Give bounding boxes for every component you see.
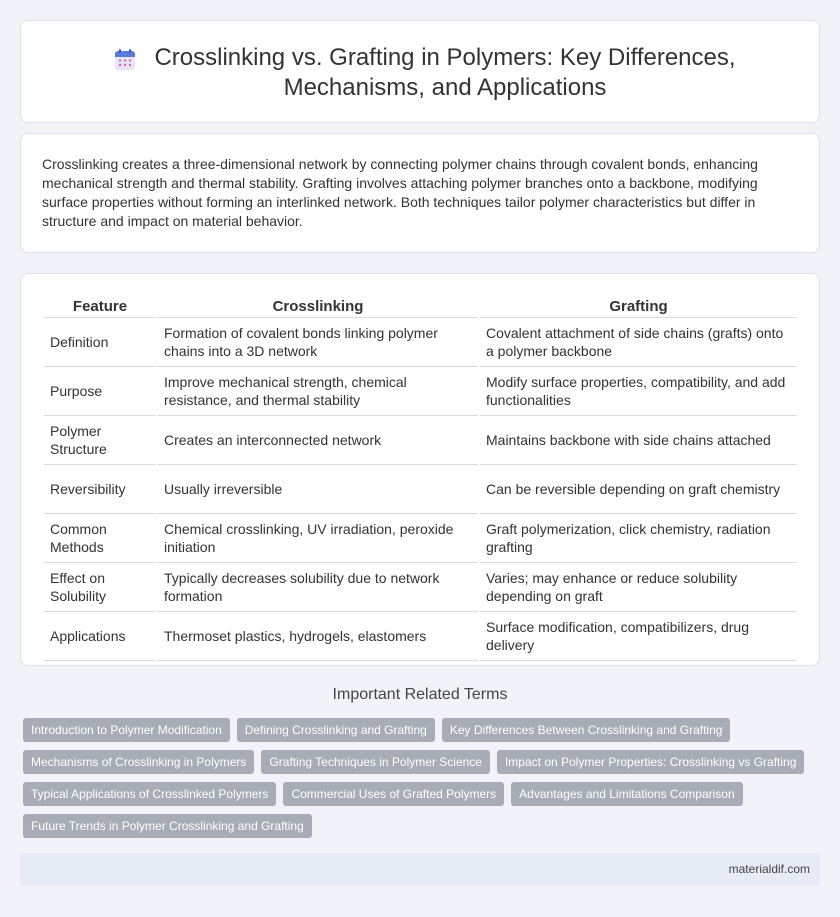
related-term-tag[interactable]: Grafting Techniques in Polymer Science xyxy=(261,750,490,774)
table-row xyxy=(44,318,797,367)
footer-site-link[interactable]: materialdif.com xyxy=(728,862,810,876)
intro-text: Crosslinking creates a three-dimensional network by connecting polymer chains through covalent bonds, enhancing mechanical strength and thermal stability. Grafting involves attaching polymer branches onto a backbone, modifying surface properties without forming an interlinked network. Both techniques tailor polymer characteristics but differ in structure and impact on material behavior. xyxy=(42,156,758,229)
crosslinking-cell: Improve mechanical strength, chemical resistance, and thermal stability xyxy=(158,367,478,416)
table-row xyxy=(44,563,797,612)
related-terms-title: Important Related Terms xyxy=(332,686,508,703)
comparison-table xyxy=(42,296,799,661)
calendar-icon xyxy=(113,48,137,72)
grafting-cell: Varies; may enhance or reduce solubility depending on graft xyxy=(480,563,797,612)
page-title: Crosslinking vs. Grafting in Polymers: Key Differences, Mechanisms, and Applications xyxy=(154,44,736,101)
table-row xyxy=(44,465,797,514)
crosslinking-cell: Thermoset plastics, hydrogels, elastomers xyxy=(158,612,478,661)
header-feature: Feature xyxy=(44,296,156,318)
related-term-tag[interactable]: Commercial Uses of Grafted Polymers xyxy=(283,782,504,806)
related-term-tag[interactable]: Typical Applications of Crosslinked Polymers xyxy=(23,782,276,806)
grafting-cell: Covalent attachment of side chains (grafts) onto a polymer backbone xyxy=(480,318,797,367)
table-header-row xyxy=(44,296,797,318)
feature-cell: Common Methods xyxy=(44,514,156,563)
related-term-tag[interactable]: Key Differences Between Crosslinking and Grafting xyxy=(442,718,731,742)
feature-cell: Effect on Solubility xyxy=(44,563,156,612)
grafting-cell: Maintains backbone with side chains attached xyxy=(480,416,797,465)
table-row xyxy=(44,416,797,465)
table-row xyxy=(44,514,797,563)
table-row xyxy=(44,612,797,661)
feature-cell: Polymer Structure xyxy=(44,416,156,465)
related-term-tag[interactable]: Mechanisms of Crosslinking in Polymers xyxy=(23,750,254,774)
related-term-tag[interactable]: Defining Crosslinking and Grafting xyxy=(237,718,435,742)
comparison-table-card xyxy=(20,273,820,666)
table-row xyxy=(44,367,797,416)
related-term-tag[interactable]: Introduction to Polymer Modification xyxy=(23,718,230,742)
grafting-cell: Modify surface properties, compatibility, and add functionalities xyxy=(480,367,797,416)
footer xyxy=(20,853,820,886)
grafting-cell: Graft polymerization, click chemistry, radiation grafting xyxy=(480,514,797,563)
crosslinking-cell: Usually irreversible xyxy=(158,465,478,514)
related-term-tag[interactable]: Impact on Polymer Properties: Crosslinking vs Grafting xyxy=(497,750,804,774)
grafting-cell: Surface modification, compatibilizers, drug delivery xyxy=(480,612,797,661)
related-term-tag[interactable]: Future Trends in Polymer Crosslinking and Grafting xyxy=(23,814,312,838)
feature-cell: Applications xyxy=(44,612,156,661)
feature-cell: Purpose xyxy=(44,367,156,416)
crosslinking-cell: Formation of covalent bonds linking polymer chains into a 3D network xyxy=(158,318,478,367)
title-wrap xyxy=(21,43,819,103)
crosslinking-cell: Creates an interconnected network xyxy=(158,416,478,465)
header-card xyxy=(20,20,820,123)
feature-cell: Definition xyxy=(44,318,156,367)
feature-cell: Reversibility xyxy=(44,465,156,514)
grafting-cell: Can be reversible depending on graft chemistry xyxy=(480,465,797,514)
crosslinking-cell: Chemical crosslinking, UV irradiation, peroxide initiation xyxy=(158,514,478,563)
header-grafting: Grafting xyxy=(480,296,797,318)
intro-card xyxy=(20,133,820,253)
related-terms-list xyxy=(23,718,823,838)
crosslinking-cell: Typically decreases solubility due to network formation xyxy=(158,563,478,612)
related-term-tag[interactable]: Advantages and Limitations Comparison xyxy=(511,782,742,806)
header-crosslinking: Crosslinking xyxy=(158,296,478,318)
